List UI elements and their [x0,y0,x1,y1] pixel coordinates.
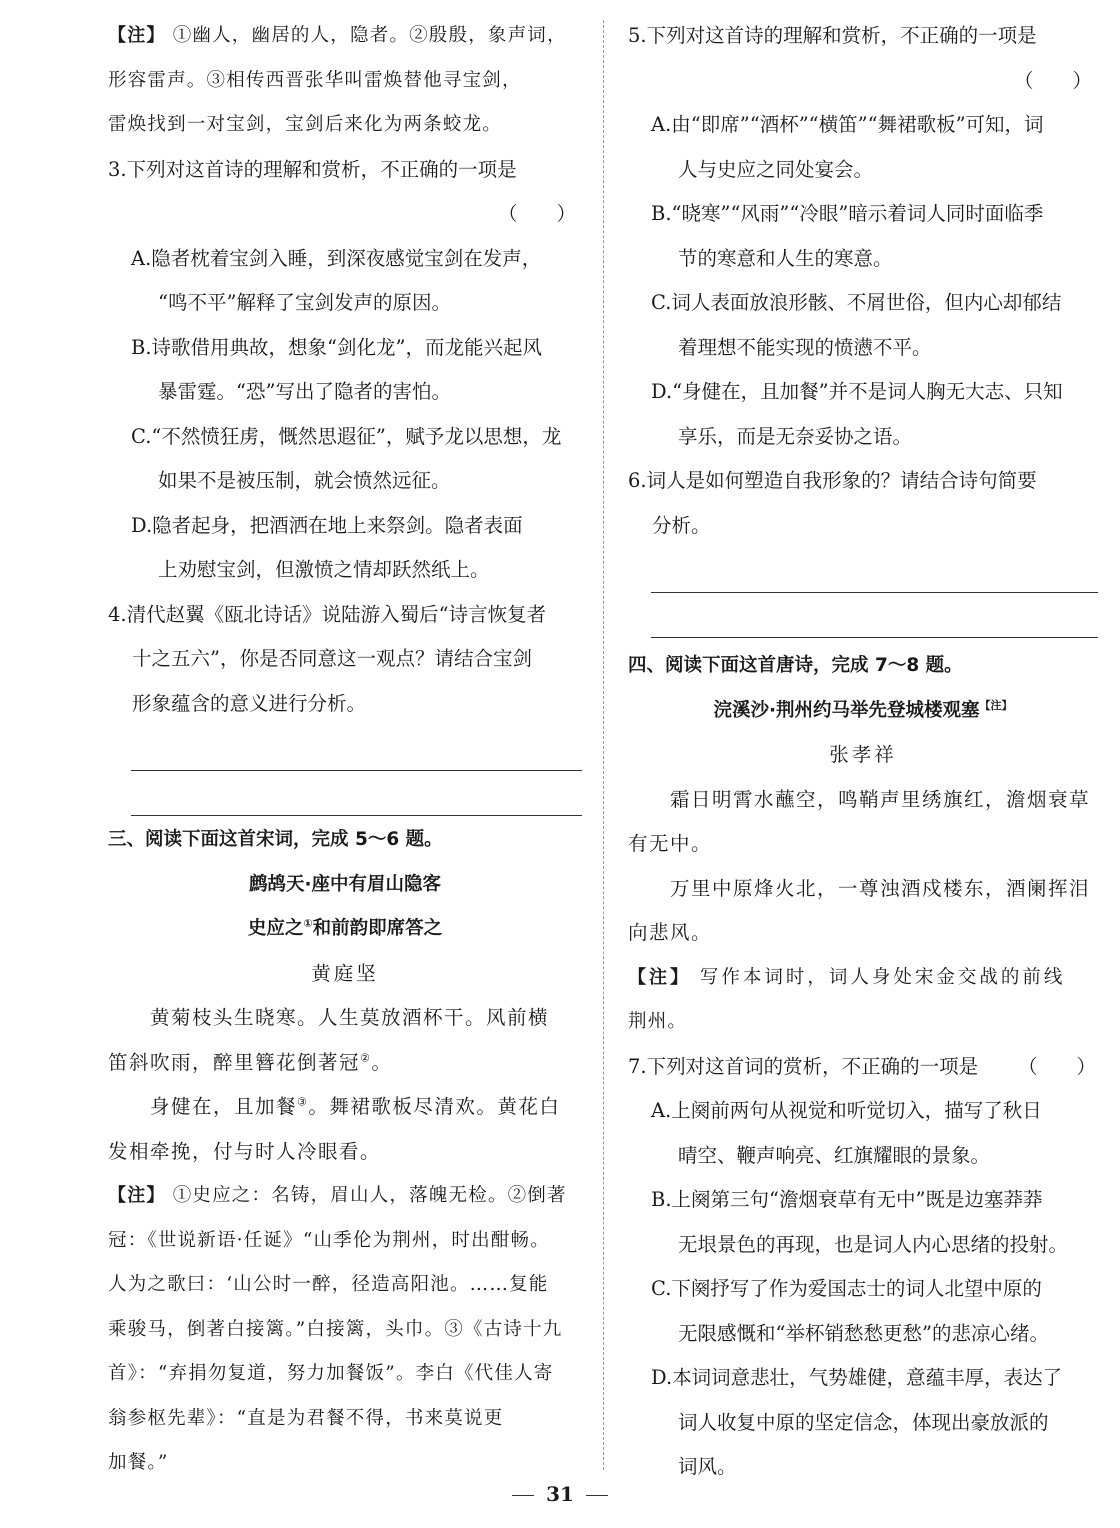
answer-line[interactable] [651,593,1098,638]
option-text: 享乐，而是无奈妥协之语。 [678,424,913,448]
option-text: A.隐者枕着宝剑入睡，到深夜感觉宝剑在发声， [131,246,542,270]
option-text: D.本词词意悲壮，气势雄健，意蕴丰厚，表达了 [651,1366,1063,1389]
question-6 [628,459,1098,638]
column-divider [603,20,604,1470]
option-c[interactable] [628,281,1098,370]
poem-author: 黄庭坚 [311,961,379,985]
option-text: A.上阕前两句从视觉和听觉切入，描写了秋日 [651,1099,1042,1122]
right-column [628,14,1098,1490]
option-text: A.由“即席”“酒杯”“横笛”“舞裙歌板”可知，词 [651,113,1044,136]
note-2 [108,1174,582,1486]
section-title: 三、阅读下面这首宋词，完成 5～6 题。 [108,829,443,850]
option-text: 暴雷霆。“恐”写出了隐者的害怕。 [158,380,451,403]
poem-subtitle: 史应之①和前韵即席答之 [247,916,443,939]
note-line: 雷焕找到一对宝剑，宝剑后来化为两条蛟龙。 [108,114,503,135]
option-text: 无垠景色的再现，也是词人内心思绪的投射。 [678,1232,1069,1256]
note-line: ①史应之：名铸，眉山人，落魄无检。②倒著 [172,1185,567,1206]
note-tag: 【注】 [108,1185,166,1206]
option-text: 人与史应之同处宴会。 [678,157,874,181]
poem-title: 浣溪沙·荆州约马举先登城楼观塞$^{【注】}$ [713,698,1013,721]
note-1 [108,14,582,148]
question-7 [628,1045,1098,1490]
question-3 [108,148,582,593]
answer-paren[interactable]: （ ） [1017,1054,1096,1078]
note-line: 人为之歌曰：‘山公时一醉，径造高阳池。……复能 [108,1274,549,1295]
question-5 [628,14,1098,459]
note-line: 写作本词时，词人身处宋金交战的前线 [699,966,1066,988]
note-tag: 【注】 [108,25,166,46]
note-tag: 【注】 [628,966,691,988]
option-text: 晴空、鞭声响亮、红旗耀眼的景象。 [678,1143,991,1167]
left-column [108,14,582,1486]
answer-paren[interactable]: （ ） [1013,68,1092,92]
question-stem: 7.下列对这首词的赏析，不正确的一项是 （ ） [628,1045,1098,1090]
note-line: ①幽人，幽居的人，隐者。②殷殷，象声词， [172,25,567,46]
option-text: “鸣不平”解释了宝剑发声的原因。 [158,291,451,314]
option-text: D.“身健在，且加餐”并不是词人胸无大志、只知 [651,380,1063,403]
note-line: 乘骏马，倒著白接篱。”白接篱，头巾。③《古诗十九 [108,1318,563,1340]
question-4 [108,593,582,817]
page-number: 31 [0,1482,1120,1506]
option-d[interactable] [628,1356,1098,1490]
note-3 [628,956,1098,1045]
answer-line[interactable] [131,726,582,771]
section-title: 四、阅读下面这首唐诗，完成 7～8 题。 [628,655,963,676]
option-c[interactable] [628,1267,1098,1356]
section-4 [628,644,1098,956]
option-d[interactable] [628,370,1098,459]
option-a[interactable] [628,103,1098,192]
question-line: 4.清代赵翼《瓯北诗话》说陆游入蜀后“诗言恢复者 [108,602,547,626]
question-line: 分析。 [652,513,711,537]
option-a[interactable] [628,1089,1098,1178]
option-text: C.“不然愤狂虏，慨然思遐征”，赋予龙以思想，龙 [131,424,562,448]
poem-line: 黄菊枝头生晓寒。人生莫放酒杯干。风前横 [150,1006,550,1029]
option-text: B.诗歌借用典故，想象“剑化龙”，而龙能兴起风 [131,335,542,359]
poem-line: 向悲风。 [628,921,713,944]
answer-line[interactable] [651,548,1098,593]
poem-author: 张孝祥 [829,743,897,766]
option-text: C.下阕抒写了作为爱国志士的词人北望中原的 [651,1277,1042,1300]
note-line: 加餐。” [108,1452,169,1473]
poem-line: 霜日明霄水蘸空，鸣鞘声里绣旗红，澹烟衰草 [670,787,1091,811]
note-line: 冠：《世说新语·任诞》“山季伦为荆州，时出酣畅。 [108,1229,550,1251]
option-text: 词人收复中原的坚定信念，体现出豪放派的 [678,1410,1049,1434]
question-stem: 5.下列对这首诗的理解和赏析，不正确的一项是 [628,24,1037,47]
option-text: 无限感慨和“举杯销愁愁更愁”的悲凉心绪。 [678,1321,1049,1345]
option-b[interactable] [628,192,1098,281]
note-line: 荆州。 [628,1011,688,1032]
answer-paren[interactable]: （ ） [497,202,576,225]
option-text: B.上阕第三句“澹烟衰草有无中”既是边塞莽莽 [651,1188,1043,1211]
option-a[interactable] [108,237,582,326]
option-text: 节的寒意和人生的寒意。 [678,246,893,270]
option-b[interactable] [628,1178,1098,1267]
poem-line: 万里中原烽火北，一尊浊酒戍楼东，酒阑挥泪 [670,876,1091,900]
poem-title: 鹧鸪天·座中有眉山隐客 [248,873,442,895]
section-3 [108,818,582,1174]
question-line: 形象蕴含的意义进行分析。 [132,691,367,715]
option-c[interactable] [108,415,582,504]
note-line: 首》：“弃捐勿复道，努力加餐饭”。李白《代佳人寄 [108,1363,554,1384]
option-text: B.“晓寒”“风雨”“冷眼”暗示着词人同时面临季 [651,202,1044,225]
option-text: 如果不是被压制，就会愤然远征。 [158,469,451,492]
poem-line: 笛斜吹雨，醉里簪花倒著冠②。 [108,1050,393,1074]
poem-line: 发相牵挽，付与时人冷眼看。 [108,1139,382,1163]
answer-line[interactable] [131,771,582,816]
question-line: 十之五六”，你是否同意这一观点？请结合宝剑 [132,647,532,670]
poem-line: 身健在，且加餐③。舞裙歌板尽清欢。黄花白 [150,1095,561,1118]
question-stem: 3.下列对这首诗的理解和赏析，不正确的一项是 [108,157,517,181]
question-line: 6.词人是如何塑造自我形象的？请结合诗句简要 [628,469,1037,492]
option-text: 词风。 [678,1455,737,1478]
option-b[interactable] [108,326,582,415]
option-text: D.隐者起身，把酒洒在地上来祭剑。隐者表面 [131,513,523,537]
option-text: 着理想不能实现的愤懑不平。 [678,335,932,359]
option-text: 上劝慰宝剑，但激愤之情却跃然纸上。 [158,558,490,581]
note-line: 形容雷声。③相传西晋张华叫雷焕替他寻宝剑， [108,69,522,91]
option-text: C.词人表面放浪形骸、不屑世俗，但内心却郁结 [651,291,1062,314]
option-d[interactable] [108,504,582,593]
note-line: 翁参枢先辈》：“直是为君餐不得，书来莫说更 [108,1407,504,1429]
poem-line: 有无中。 [628,832,713,855]
